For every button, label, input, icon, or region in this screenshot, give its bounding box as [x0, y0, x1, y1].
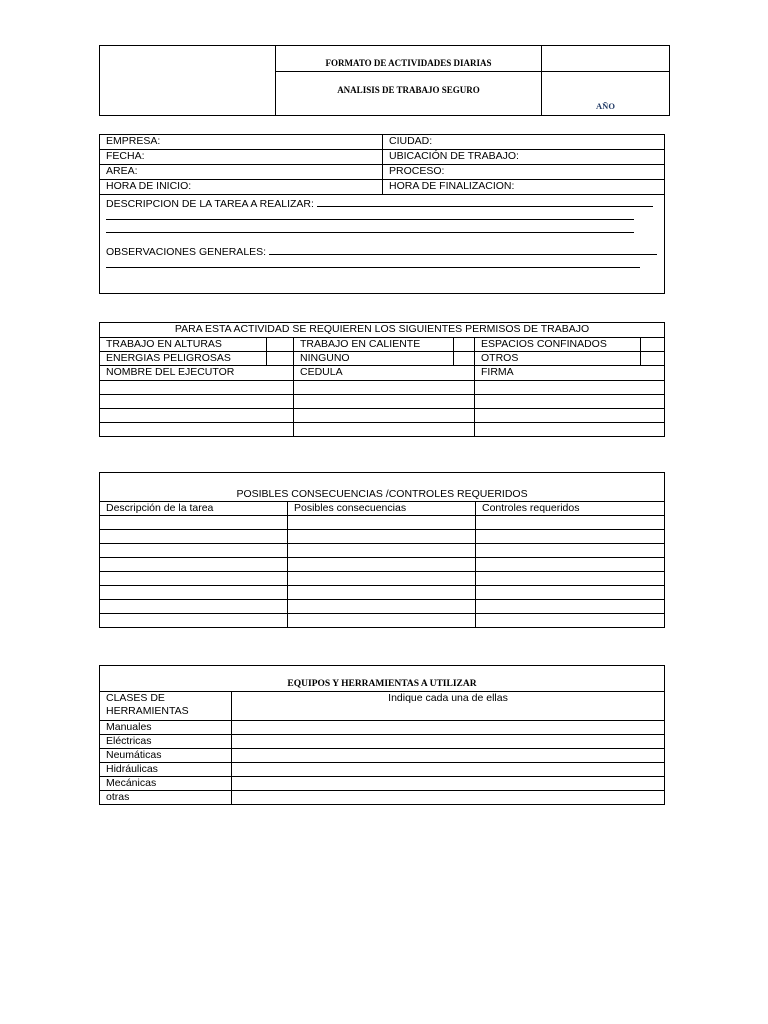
controles-cell[interactable]: [476, 558, 665, 572]
tool-row: [100, 721, 665, 735]
col-consecuencias-header: Posibles consecuencias: [288, 502, 476, 516]
permit-confinados-checkbox[interactable]: [641, 338, 665, 352]
table-row: [100, 586, 665, 600]
descripcion-label: DESCRIPCION DE LA TAREA A REALIZAR:: [106, 198, 314, 210]
col-clases-header: [100, 692, 232, 721]
consecuencias-cell[interactable]: [288, 530, 476, 544]
nombre-cell[interactable]: [100, 395, 294, 409]
tool-row: [100, 777, 665, 791]
col-firma-header: FIRMA: [475, 366, 665, 381]
header-table: [99, 45, 670, 116]
descripcion-cell[interactable]: [100, 614, 288, 628]
consecuencias-cell[interactable]: [288, 558, 476, 572]
tool-row: [100, 749, 665, 763]
permit-otros-checkbox[interactable]: [641, 352, 665, 366]
permit-ninguno-checkbox[interactable]: [454, 352, 475, 366]
table-row: [100, 544, 665, 558]
area-field[interactable]: AREA:: [100, 165, 383, 180]
table-row: [100, 572, 665, 586]
table-row: [100, 558, 665, 572]
tool-entry-cell[interactable]: [232, 791, 665, 805]
table-row: [100, 614, 665, 628]
permit-caliente-label: TRABAJO EN CALIENTE: [294, 338, 454, 352]
table-row: [100, 395, 665, 409]
empresa-field[interactable]: EMPRESA:: [100, 135, 383, 150]
controles-cell[interactable]: [476, 530, 665, 544]
description-block: [100, 195, 665, 294]
descripcion-line-2[interactable]: [106, 209, 634, 220]
table-row: [100, 516, 665, 530]
form-title: FORMATO DE ACTIVIDADES DIARIAS: [276, 46, 542, 72]
table-row: [100, 423, 665, 437]
controles-cell[interactable]: [476, 586, 665, 600]
tool-entry-cell[interactable]: [232, 763, 665, 777]
col-indique-header: Indique cada una de ellas: [232, 692, 665, 721]
cedula-cell[interactable]: [294, 423, 475, 437]
observaciones-line[interactable]: [269, 244, 657, 255]
col-nombre-header: NOMBRE DEL EJECUTOR: [100, 366, 294, 381]
cedula-cell[interactable]: [294, 381, 475, 395]
fecha-field[interactable]: FECHA:: [100, 150, 383, 165]
controles-cell[interactable]: [476, 516, 665, 530]
tool-class-label: Neumáticas: [100, 749, 232, 763]
firma-cell[interactable]: [475, 409, 665, 423]
hora-final-field[interactable]: HORA DE FINALIZACION:: [383, 180, 665, 195]
controles-cell[interactable]: [476, 614, 665, 628]
header-right-top: [542, 46, 670, 72]
consecuencias-cell[interactable]: [288, 600, 476, 614]
hora-inicio-field[interactable]: HORA DE INICIO:: [100, 180, 383, 195]
year-label: AÑO: [542, 72, 670, 116]
logo-cell: [100, 46, 276, 116]
tool-class-label: Manuales: [100, 721, 232, 735]
consecuencias-cell[interactable]: [288, 572, 476, 586]
tool-class-label: Hidráulicas: [100, 763, 232, 777]
descripcion-cell[interactable]: [100, 586, 288, 600]
tool-row: [100, 791, 665, 805]
firma-cell[interactable]: [475, 395, 665, 409]
permit-energias-label: ENERGIAS PELIGROSAS: [100, 352, 267, 366]
permit-otros-label: OTROS: [475, 352, 641, 366]
col-controles-header: Controles requeridos: [476, 502, 665, 516]
permits-title: PARA ESTA ACTIVIDAD SE REQUIEREN LOS SIGUIENTES PERMISOS DE TRABAJO: [100, 323, 665, 338]
ubicacion-field[interactable]: UBICACIÓN DE TRABAJO:: [383, 150, 665, 165]
firma-cell[interactable]: [475, 423, 665, 437]
form-subtitle: ANALISIS DE TRABAJO SEGURO: [276, 72, 542, 116]
observaciones-line-2[interactable]: [106, 257, 640, 268]
consecuencias-cell[interactable]: [288, 586, 476, 600]
col-descripcion-header: Descripción de la tarea: [100, 502, 288, 516]
tool-row: [100, 763, 665, 777]
firma-cell[interactable]: [475, 381, 665, 395]
table-row: [100, 381, 665, 395]
nombre-cell[interactable]: [100, 409, 294, 423]
controles-cell[interactable]: [476, 572, 665, 586]
descripcion-cell[interactable]: [100, 558, 288, 572]
tool-entry-cell[interactable]: [232, 777, 665, 791]
tools-title: EQUIPOS Y HERRAMIENTAS A UTILIZAR: [100, 666, 665, 692]
col-clases-line2: HERRAMIENTAS: [106, 705, 189, 717]
consecuencias-cell[interactable]: [288, 516, 476, 530]
tool-entry-cell[interactable]: [232, 721, 665, 735]
tool-entry-cell[interactable]: [232, 735, 665, 749]
tool-class-label: otras: [100, 791, 232, 805]
permit-alturas-label: TRABAJO EN ALTURAS: [100, 338, 267, 352]
proceso-field[interactable]: PROCESO:: [383, 165, 665, 180]
nombre-cell[interactable]: [100, 381, 294, 395]
table-row: [100, 530, 665, 544]
col-cedula-header: CEDULA: [294, 366, 475, 381]
descripcion-cell[interactable]: [100, 530, 288, 544]
info-table: [99, 134, 665, 294]
controles-cell[interactable]: [476, 600, 665, 614]
permit-energias-checkbox[interactable]: [267, 352, 294, 366]
consecuencias-cell[interactable]: [288, 614, 476, 628]
permit-ninguno-label: NINGUNO: [294, 352, 454, 366]
permits-table: [99, 322, 665, 437]
tool-entry-cell[interactable]: [232, 749, 665, 763]
tools-table: [99, 665, 665, 805]
descripcion-cell[interactable]: [100, 544, 288, 558]
descripcion-cell[interactable]: [100, 600, 288, 614]
descripcion-cell[interactable]: [100, 516, 288, 530]
descripcion-line[interactable]: [317, 196, 653, 207]
nombre-cell[interactable]: [100, 423, 294, 437]
cedula-cell[interactable]: [294, 395, 475, 409]
permit-confinados-label: ESPACIOS CONFINADOS: [475, 338, 641, 352]
consequences-title: POSIBLES CONSECUENCIAS /CONTROLES REQUERIDOS: [100, 473, 665, 502]
tool-class-label: Eléctricas: [100, 735, 232, 749]
permit-caliente-checkbox[interactable]: [454, 338, 475, 352]
consequences-table: [99, 472, 665, 628]
tool-row: [100, 735, 665, 749]
controles-cell[interactable]: [476, 544, 665, 558]
consecuencias-cell[interactable]: [288, 544, 476, 558]
table-row: [100, 409, 665, 423]
col-clases-line1: CLASES DE: [106, 692, 165, 704]
cedula-cell[interactable]: [294, 409, 475, 423]
descripcion-cell[interactable]: [100, 572, 288, 586]
observaciones-label: OBSERVACIONES GENERALES:: [106, 246, 267, 258]
permit-alturas-checkbox[interactable]: [267, 338, 294, 352]
ciudad-field[interactable]: CIUDAD:: [383, 135, 665, 150]
descripcion-line-3[interactable]: [106, 222, 634, 233]
table-row: [100, 600, 665, 614]
tool-class-label: Mecánicas: [100, 777, 232, 791]
